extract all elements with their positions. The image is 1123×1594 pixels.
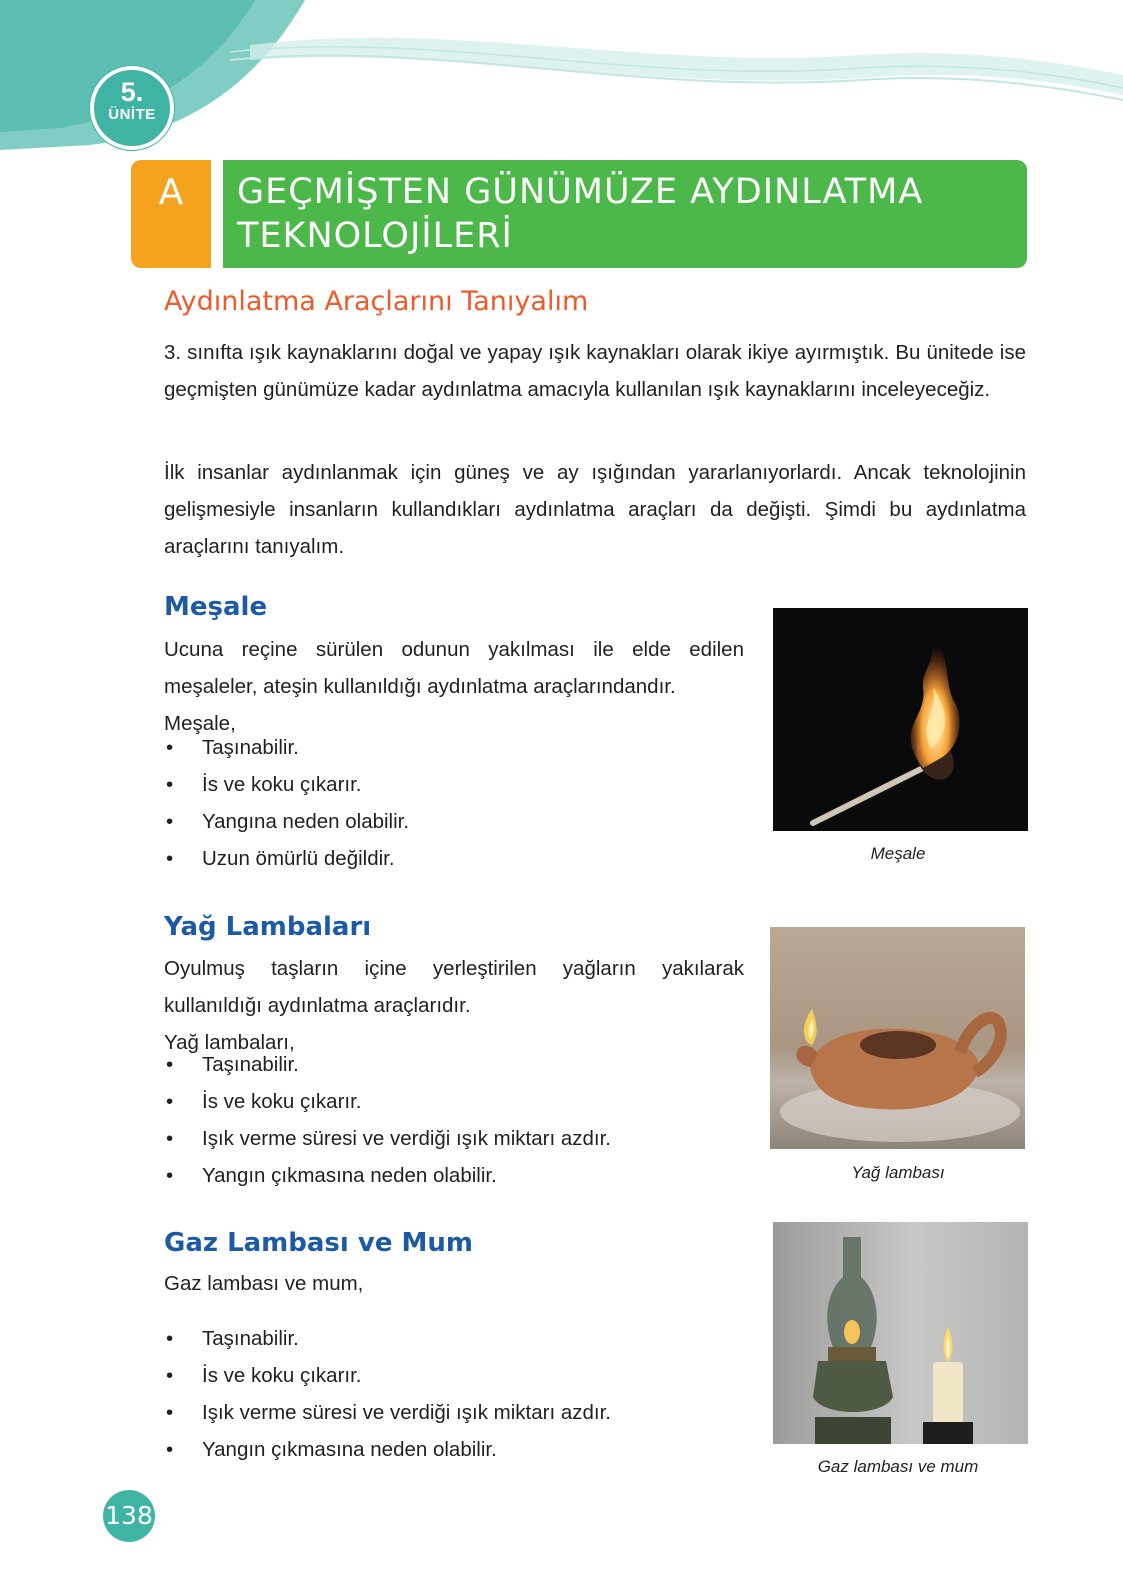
list-item xyxy=(164,1431,611,1468)
gas-lamp-properties-list xyxy=(164,1320,611,1468)
list-item xyxy=(164,1320,611,1357)
list-item xyxy=(164,1157,611,1194)
oil-lamp-properties-list xyxy=(164,1046,611,1194)
bullet-icon: • xyxy=(166,1364,174,1387)
gas-lamp-caption: Gaz lambası ve mum xyxy=(817,1457,979,1476)
bullet-icon: • xyxy=(166,773,174,796)
page-number: 138 xyxy=(103,1490,155,1542)
oil-lamp-description: Oyulmuş taşların içine yerleştirilen yağların yakılarak kullanıldığı aydınlatma araçlarıdır. xyxy=(164,957,744,1017)
bullet-icon: • xyxy=(166,1053,174,1076)
torch-lead: Meşale, xyxy=(164,712,236,735)
list-item-text: İs ve koku çıkarır. xyxy=(202,1364,362,1387)
list-item-text: Taşınabilir. xyxy=(202,1053,299,1076)
oil-lamp-photo xyxy=(770,927,1025,1149)
list-item xyxy=(164,1046,611,1083)
oil-lamp-text xyxy=(164,950,744,1061)
gas-lamp-candle-photo xyxy=(773,1222,1028,1444)
unit-label: ÜNİTE xyxy=(108,106,156,123)
section-title-line1: GEÇMİŞTEN GÜNÜMÜZE AYDINLATMA xyxy=(237,172,924,212)
torch-caption: Meşale xyxy=(870,844,926,863)
list-item xyxy=(164,840,409,877)
list-item-text: Yangına neden olabilir. xyxy=(202,810,410,833)
bullet-icon: • xyxy=(166,1438,174,1461)
unit-number: 5. xyxy=(120,77,144,107)
section-header xyxy=(131,160,1027,268)
torch-properties-list xyxy=(164,729,409,877)
list-item xyxy=(164,1357,611,1394)
oil-lamp-lead: Yağ lambaları, xyxy=(164,1031,295,1054)
section-title xyxy=(223,160,1027,268)
section-letter: A xyxy=(131,160,211,268)
list-item xyxy=(164,729,409,766)
gas-lamp-heading: Gaz Lambası ve Mum xyxy=(164,1228,473,1258)
list-item-text: Işık verme süresi ve verdiği ışık miktarı azdır. xyxy=(202,1401,611,1424)
bullet-icon: • xyxy=(166,810,174,833)
list-item-text: Uzun ömürlü değildir. xyxy=(202,847,395,870)
page-subheading: Aydınlatma Araçlarını Tanıyalım xyxy=(164,286,589,317)
list-item-text: Taşınabilir. xyxy=(202,736,299,759)
bullet-icon: • xyxy=(166,736,174,759)
bullet-icon: • xyxy=(166,1090,174,1113)
bullet-icon: • xyxy=(166,1327,174,1350)
intro-paragraph-1: 3. sınıfta ışık kaynaklarını doğal ve yapay ışık kaynakları olarak ikiye ayırmıştık. Bu ünitede ise geçmişten günümüze kadar aydınlatma amacıyla kullanılan ışık kaynaklarını inceleyeceğiz. xyxy=(164,341,1026,401)
torch-text xyxy=(164,631,744,742)
list-item-text: Taşınabilir. xyxy=(202,1327,299,1350)
gas-lamp-text xyxy=(164,1265,744,1302)
section-divider xyxy=(211,160,223,268)
list-item xyxy=(164,1394,611,1431)
list-item-text: Işık verme süresi ve verdiği ışık miktarı azdır. xyxy=(202,1127,611,1150)
bullet-icon: • xyxy=(166,1127,174,1150)
gas-lamp-lead: Gaz lambası ve mum, xyxy=(164,1272,364,1295)
list-item-text: Yangın çıkmasına neden olabilir. xyxy=(202,1438,497,1461)
unit-badge xyxy=(90,66,174,150)
list-item-text: İs ve koku çıkarır. xyxy=(202,1090,362,1113)
oil-lamp-caption: Yağ lambası xyxy=(851,1163,945,1182)
oil-lamp-heading: Yağ Lambaları xyxy=(164,912,372,942)
list-item xyxy=(164,766,409,803)
bullet-icon: • xyxy=(166,847,174,870)
torch-photo xyxy=(773,608,1028,831)
bullet-icon: • xyxy=(166,1164,174,1187)
list-item xyxy=(164,803,409,840)
torch-description: Ucuna reçine sürülen odunun yakılması ile elde edilen meşaleler, ateşin kullanıldığı aydınlatma araçlarındandır. xyxy=(164,638,744,698)
torch-heading: Meşale xyxy=(164,592,268,622)
section-title-line2: TEKNOLOJİLERİ xyxy=(237,216,513,256)
list-item xyxy=(164,1120,611,1157)
list-item-text: İs ve koku çıkarır. xyxy=(202,773,362,796)
list-item xyxy=(164,1083,611,1120)
intro-paragraph-2: İlk insanlar aydınlanmak için güneş ve ay ışığından yararlanıyorlardı. Ancak teknolojinin gelişmesiyle insanların kullandıkları aydınlatma araçları da değişti. Şimdi bu aydınlatma araçlarını tanıyalım. xyxy=(164,461,1026,558)
bullet-icon: • xyxy=(166,1401,174,1424)
list-item-text: Yangın çıkmasına neden olabilir. xyxy=(202,1164,497,1187)
